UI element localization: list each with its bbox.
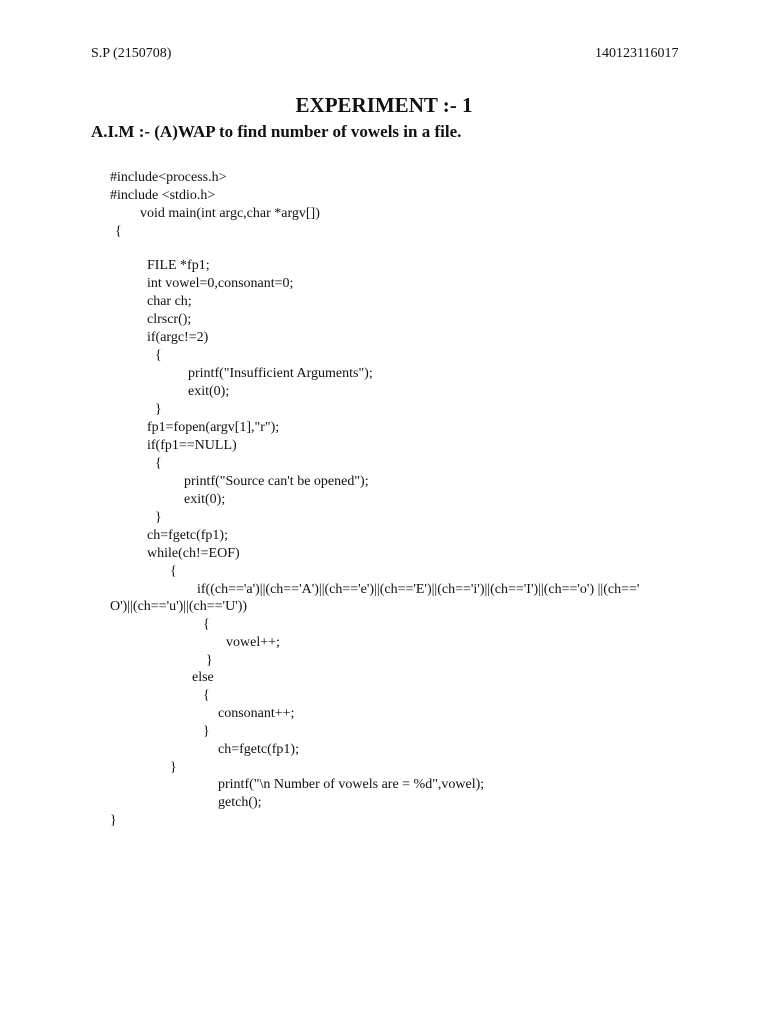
- code-line: ch=fgetc(fp1);: [218, 742, 299, 757]
- code-line: }: [155, 402, 162, 417]
- code-line: {: [203, 688, 210, 703]
- code-line: vowel++;: [226, 635, 280, 650]
- code-line: }: [110, 813, 117, 828]
- code-line: ch=fgetc(fp1);: [147, 528, 228, 543]
- code-line: if(fp1==NULL): [147, 438, 237, 453]
- code-line: #include <stdio.h>: [110, 188, 216, 203]
- code-line: fp1=fopen(argv[1],"r");: [147, 420, 280, 435]
- code-line: {: [155, 456, 162, 471]
- code-line: O')||(ch=='u')||(ch=='U')): [110, 599, 248, 614]
- code-line: #include<process.h>: [110, 170, 227, 185]
- header-enrollment-number: 140123116017: [595, 46, 679, 61]
- aim-statement: A.I.M :- (A)WAP to find number of vowels in a file.: [91, 122, 462, 141]
- code-line: else: [192, 670, 214, 685]
- code-line: clrscr();: [147, 312, 192, 327]
- code-line: {: [170, 564, 177, 579]
- code-line: {: [155, 348, 162, 363]
- code-line: void main(int argc,char *argv[]): [140, 206, 320, 221]
- experiment-title: EXPERIMENT :- 1: [295, 93, 473, 117]
- code-line: FILE *fp1;: [147, 258, 210, 273]
- code-line: char ch;: [147, 294, 192, 309]
- code-line: while(ch!=EOF): [147, 546, 240, 561]
- code-line: exit(0);: [184, 492, 226, 507]
- code-line: getch();: [218, 795, 262, 810]
- code-line: printf("Source can't be opened");: [184, 474, 369, 489]
- code-line: printf("Insufficient Arguments");: [188, 366, 373, 381]
- code-line: }: [206, 653, 213, 668]
- code-line: }: [155, 510, 162, 525]
- header-author: S.P (2150708): [91, 46, 172, 61]
- code-line: exit(0);: [188, 384, 230, 399]
- code-line: {: [115, 224, 122, 239]
- code-line: consonant++;: [218, 706, 295, 721]
- code-line: if((ch=='a')||(ch=='A')||(ch=='e')||(ch=='E')||(ch=='i')||(ch=='I')||(ch=='o') ||(ch==': [197, 582, 640, 597]
- code-line: int vowel=0,consonant=0;: [147, 276, 294, 291]
- code-line: {: [203, 617, 210, 632]
- code-line: if(argc!=2): [147, 330, 209, 345]
- code-line: }: [203, 724, 210, 739]
- code-line: printf("\n Number of vowels are = %d",vowel);: [218, 777, 485, 792]
- code-line: }: [170, 760, 177, 775]
